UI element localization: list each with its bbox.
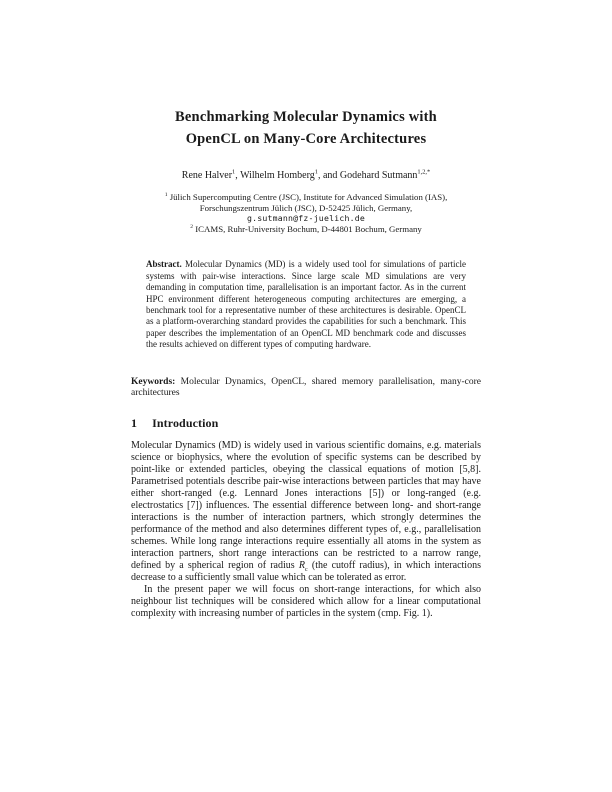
- author-name-3: Godehard Sutmann: [339, 170, 418, 181]
- intro-paragraph-1: [131, 440, 481, 584]
- author-affil-sup-1: 1: [232, 168, 236, 176]
- keywords-text: Molecular Dynamics, OpenCL, shared memory parallelisation, many-core architectures: [131, 376, 481, 399]
- author-affil-sup-3: 1,2,*: [417, 168, 431, 176]
- cutoff-radius-subscript: c: [304, 565, 308, 573]
- intro-paragraph-1-text-cont: (the cutoff radius), in which interactions decrease to a sufficiently small value which can be tolerated as error.: [131, 559, 481, 583]
- section-1-heading: [131, 416, 481, 431]
- section-1-number: 1: [131, 415, 138, 430]
- abstract-text: Molecular Dynamics (MD) is a widely used tool for simulations of particle systems with pair-wise interactions. Since large scale MD simulations are very demanding in computation time, parallelisation is an important factor. As in the current HPC environment different heterogeneous computing architectures are emerging, a benchmark tool for a representative number of these architectures is desirable. OpenCL as a platform-overarching standard provides the capabilities for such a benchmark. This paper describes the implementation of an OpenCL MD benchmark code and discusses the results achieved on different types of computing hardware.: [146, 259, 466, 350]
- affiliation-1-text: Jülich Supercomputing Centre (JSC), Institute for Advanced Simulation (IAS),: [169, 192, 448, 202]
- intro-paragraph-2: [131, 584, 481, 620]
- affiliation-1-line-1: [131, 192, 481, 203]
- author-name-2: Wilhelm Homberg: [240, 170, 315, 181]
- section-1-title: Introduction: [152, 415, 219, 430]
- contact-email: g.sutmann@fz-juelich.de: [247, 213, 365, 224]
- author-line: [131, 170, 481, 182]
- author-separator-2: , and: [317, 170, 340, 181]
- title-line-2: OpenCL on Many-Core Architectures: [185, 131, 427, 147]
- affiliations-block: [131, 192, 481, 234]
- keywords-label: Keywords:: [131, 376, 176, 387]
- title-line-1: Benchmarking Molecular Dynamics with: [175, 109, 437, 125]
- keywords-paragraph: [131, 377, 481, 400]
- cutoff-radius-symbol: R: [298, 559, 305, 571]
- intro-paragraph-1-text: Molecular Dynamics (MD) is widely used in various scientific domains, e.g. materials science or biophysics, where the evolution of specific systems can be described by point-like or extended particles, obeying the classical equations of motion [5,8]. Parametrised potentials describe pair-wise interactions between particles that may have either short-ranged (e.g. Lennard Jones interactions [5]) or long-ranged (e.g. electrostatics [7]) influences. The essential difference between long- and short-range interactions is the number of interaction partners, which strongly determines the performance of the method and also determines different types of, e.g., parallelisation schemes. While long range interactions require essentially all atoms in the system as interaction partners, short range interactions can be restricted to a narrow range, defined by a spherical region of radius: [131, 439, 481, 571]
- paper-title: [131, 106, 481, 150]
- author-affil-sup-2: 1: [314, 168, 318, 176]
- affiliation-2-marker: 2: [190, 223, 194, 230]
- author-separator-1: ,: [235, 170, 241, 181]
- intro-paragraph-2-text: In the present paper we will focus on short-range interactions, for which also neighbour list techniques will be considered which allow for a linear computational complexity with increasing number of particles in the system (cmp. Fig. 1).: [131, 583, 481, 619]
- affiliation-1-address: Forschungszentrum Jülich (JSC), D-52425 Jülich, Germany,: [199, 202, 413, 213]
- author-name-1: Rene Halver: [181, 170, 233, 181]
- page-content: [131, 0, 481, 620]
- affiliation-2-line: [131, 224, 481, 235]
- affiliation-1-email-line: [131, 213, 481, 224]
- affiliation-2-text: ICAMS, Ruhr-University Bochum, D-44801 Bochum, Germany: [195, 223, 422, 234]
- abstract-label: Abstract.: [146, 259, 182, 270]
- abstract-paragraph: [146, 259, 466, 350]
- affiliation-1-marker: 1: [164, 192, 168, 199]
- affiliation-1-line-2: [131, 203, 481, 214]
